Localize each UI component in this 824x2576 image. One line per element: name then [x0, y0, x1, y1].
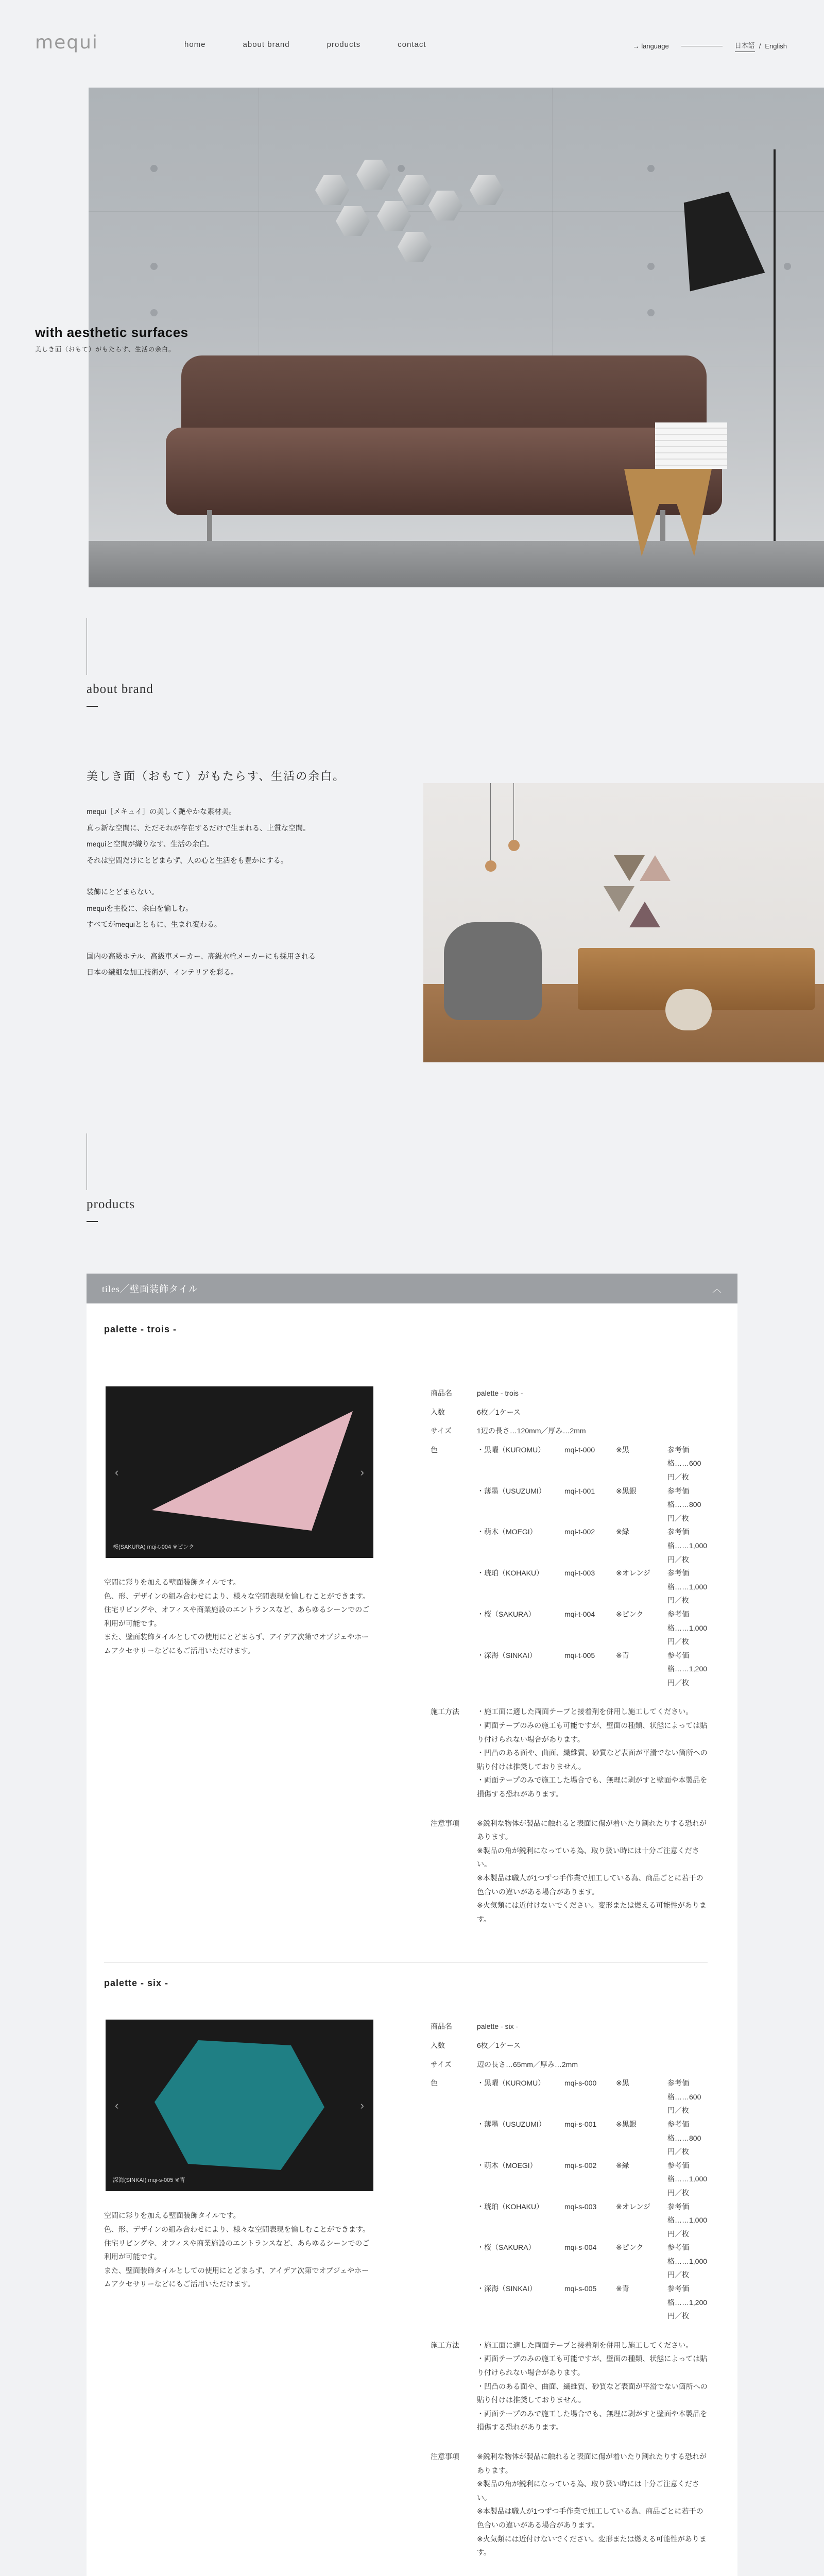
color-row: ・薄墨（USUZUMI） mqi-t-001 ※黒銀 参考価格……800円／枚 — [477, 1486, 701, 1522]
about-section — [0, 587, 824, 1103]
tile-triangle — [142, 1407, 358, 1536]
color-row: ・深海（SINKAI） mqi-s-005 ※青 参考価格……1,200円／枚 — [477, 2284, 708, 2320]
nav-home[interactable]: home — [184, 40, 206, 49]
color-row: ・萌木（MOEGI） mqi-s-002 ※緑 参考価格……1,000円／枚 — [477, 2161, 708, 2197]
about-heading: about brand — [87, 682, 153, 696]
chevron-left-icon[interactable]: ‹ — [115, 2098, 119, 2112]
tiles-panel — [87, 1274, 737, 2576]
color-row: ・萌木（MOEGI） mqi-t-002 ※緑 参考価格……1,000円／枚 — [477, 1528, 708, 1564]
nav-products[interactable]: products — [327, 40, 361, 49]
color-row: ・桜（SAKURA） mqi-t-004 ※ピンク 参考価格……1,000円／枚 — [477, 1609, 708, 1646]
product-description: 空間に彩りを加える壁面装飾タイルです。 色、形、デザインの組み合わせにより、様々な空間表現を愉しむことができます。 住宅リビングや、オフィスや商業施設のエントランスなど、あらゆるシーンでのご利用が可能です。 また、壁面装飾タイルとしての使用にとどまらず、アイデア次第でオブジェやホームアクセサリーなどにもご活用いただけます。 — [104, 2211, 370, 2289]
product-item — [104, 1962, 708, 2564]
hero — [0, 88, 824, 587]
lang-separator: / — [759, 42, 761, 50]
lang-english[interactable]: English — [765, 42, 787, 50]
product-spec: 商品名 palette - six - 入数 6枚／1ケース サイズ 辺の長さ…65mm／厚み…2mm 色 ・黒曜（KUROMU） mqi-s-000 ※黒 参考価格……600円／枚 ・薄墨（USUZUMI） mqi-s-001 ※黒銀 参考価格……800円／枚 ・萌木（MOEGI） mqi-s-002 ※緑 参考価格……1,000円／枚 ・琥珀（KOHAKU） mqi-s-003 ※オレンジ 参考価格……1,000円／枚 ・桜（SAKURA） mqi-s-004 ※ピンク 参考価格……1,000円／枚 ・深海（SINKAI） mqi-s-005 ※青 参考価格……1,200円／枚 施工方法 ・施工面に適した両面テープと接着剤を併用し施工してください。 ・両面テープのみの施工も可能ですが、壁面の種類、状態によっては貼り付けられない場合があります。 ・凹凸のある面や、曲面、繊維質、砂質など表面が平滑でない箇所への貼り付けは推奨しておりません。 ・両面テープのみで施工した場合でも、無理に剥がすと壁面や本製品を損傷する恐れがあります。 注意事項 ※鋭利な物体が製品に触れると表面に傷が着いたり割れたりする恐れがあります。 ※製品の角が鋭利になっている為、取り扱い時には十分ご注意ください。 ※本製品は職人が1つずつ手作業で加工している為、商品ごとに若干の色合いの違いがある場合があります。 ※火気類には近付けないでください。変形または燃える可能性があります。 — [431, 2022, 708, 2557]
language-arrow-icon: → — [632, 42, 642, 50]
color-row: ・黒曜（KUROMU） mqi-s-000 ※黒 参考価格……600円／枚 — [477, 2079, 701, 2115]
color-row: ・琥珀（KOHAKU） mqi-s-003 ※オレンジ 参考価格……1,000円／枚 — [477, 2202, 708, 2238]
product-spec: 商品名 palette - trois - 入数 6枚／1ケース サイズ 1辺の長さ…120mm／厚み…2mm 色 ・黒曜（KUROMU） mqi-t-000 ※黒 参考価格……600円／枚 ・薄墨（USUZUMI） mqi-t-001 ※黒銀 参考価格……800円／枚 ・萌木（MOEGI） mqi-t-002 ※緑 参考価格……1,000円／枚 ・琥珀（KOHAKU） mqi-t-003 ※オレンジ 参考価格……1,000円／枚 ・桜（SAKURA） mqi-t-004 ※ピンク 参考価格……1,000円／枚 ・深海（SINKAI） mqi-t-005 ※青 参考価格……1,200円／枚 施工方法 ・施工面に適した両面テープと接着剤を併用し施工してください。 ・両面テープのみの施工も可能ですが、壁面の種類、状態によっては貼り付けられない場合があります。 ・凹凸のある面や、曲面、繊維質、砂質など表面が平滑でない箇所への貼り付けは推奨しておりません。 ・両面テープのみで施工した場合でも、無理に剥がすと壁面や本製品を損傷する恐れがあります。 注意事項 ※鋭利な物体が製品に触れると表面に傷が着いたり割れたりする恐れがあります。 ※製品の角が鋭利になっている為、取り扱い時には十分ご注意ください。 ※本製品は職人が1つずつ手作業で加工している為、商品ごとに若干の色合いの違いがある場合があります。 ※火気類には近付けないでください。変形または燃える可能性があります。 — [431, 1389, 708, 1923]
product-description: 空間に彩りを加える壁面装飾タイルです。 色、形、デザインの組み合わせにより、様々な空間表現を愉しむことができます。 住宅リビングや、オフィスや商業施設のエントランスなど、あらゆるシーンでのご利用が可能です。 また、壁面装飾タイルとしての使用にとどまらず、アイデア次第でオブジェやホームアクセサリーなどにもご活用いただけます。 — [104, 1578, 370, 1655]
color-row: ・桜（SAKURA） mqi-s-004 ※ピンク 参考価格……1,000円／枚 — [477, 2243, 708, 2279]
section-underline — [87, 1221, 98, 1222]
products-heading: products — [87, 1197, 135, 1211]
tiles-panel-body — [87, 1303, 737, 2576]
lang-japanese[interactable]: 日本語 — [735, 40, 755, 52]
tiles-panel-header[interactable] — [87, 1274, 737, 1303]
photo-caption: 深海(SINKAI) mqi-s-005 ※青 — [113, 2177, 185, 2184]
product-title: palette - six - — [104, 1978, 169, 1989]
product-title: palette - trois - — [104, 1324, 177, 1334]
product-photo — [106, 2020, 373, 2191]
tiles-panel-title: tiles／壁面装飾タイル — [102, 1284, 198, 1294]
language-label: language — [641, 42, 669, 50]
site-header — [0, 0, 824, 88]
main-nav — [184, 40, 426, 49]
about-body: mequi［メキュイ］の美しく艶やかな素材美。 真っ新な空間に、ただそれが存在するだけで生まれる、上質な空間。 mequiと空間が織りなす、生活の余白。 それは空間だけにとどまらず、人の心と生活をも豊かにする。 装飾にとどまらない。 mequiを主役に、余白を愉しむ。 すべてがmequiとともに、生まれ変わる。 国内の高級ホテル、高級車メーカー、高級水栓メーカーにも採用される 日本の繊細な加工技術が、インテリアを彩る。 — [87, 807, 316, 976]
tile-hexagon — [152, 2035, 327, 2174]
products-section — [0, 1103, 824, 2576]
section-underline — [87, 706, 98, 707]
color-row: ・深海（SINKAI） mqi-t-005 ※青 参考価格……1,200円／枚 — [477, 1651, 708, 1687]
product-item — [104, 1324, 708, 1931]
nav-contact[interactable]: contact — [398, 40, 426, 49]
chevron-up-icon[interactable]: ︿ — [712, 1284, 722, 1294]
hero-copy — [35, 325, 188, 353]
hero-title: with aesthetic surfaces — [35, 325, 188, 340]
photo-caption: 桜(SAKURA) mqi-t-004 ※ピンク — [113, 1544, 195, 1550]
color-row: ・黒曜（KUROMU） mqi-t-000 ※黒 参考価格……600円／枚 — [477, 1445, 701, 1481]
chevron-left-icon[interactable]: ‹ — [115, 1465, 119, 1479]
product-photo — [106, 1386, 373, 1558]
color-row: ・琥珀（KOHAKU） mqi-t-003 ※オレンジ 参考価格……1,000円／枚 — [477, 1569, 708, 1605]
chevron-right-icon[interactable]: › — [360, 1465, 364, 1479]
color-row: ・薄墨（USUZUMI） mqi-s-001 ※黒銀 参考価格……800円／枚 — [477, 2120, 701, 2156]
chevron-right-icon[interactable]: › — [360, 2098, 364, 2112]
language-switcher — [633, 40, 787, 52]
site-logo[interactable]: mequi — [35, 32, 98, 53]
hero-subtitle: 美しき面（おもて）がもたらす、生活の余白。 — [35, 346, 176, 353]
nav-about-brand[interactable]: about brand — [243, 40, 290, 49]
about-catch: 美しき面（おもて）がもたらす、生活の余白。 — [87, 770, 346, 783]
about-image — [423, 783, 824, 1062]
hero-image — [89, 88, 824, 587]
